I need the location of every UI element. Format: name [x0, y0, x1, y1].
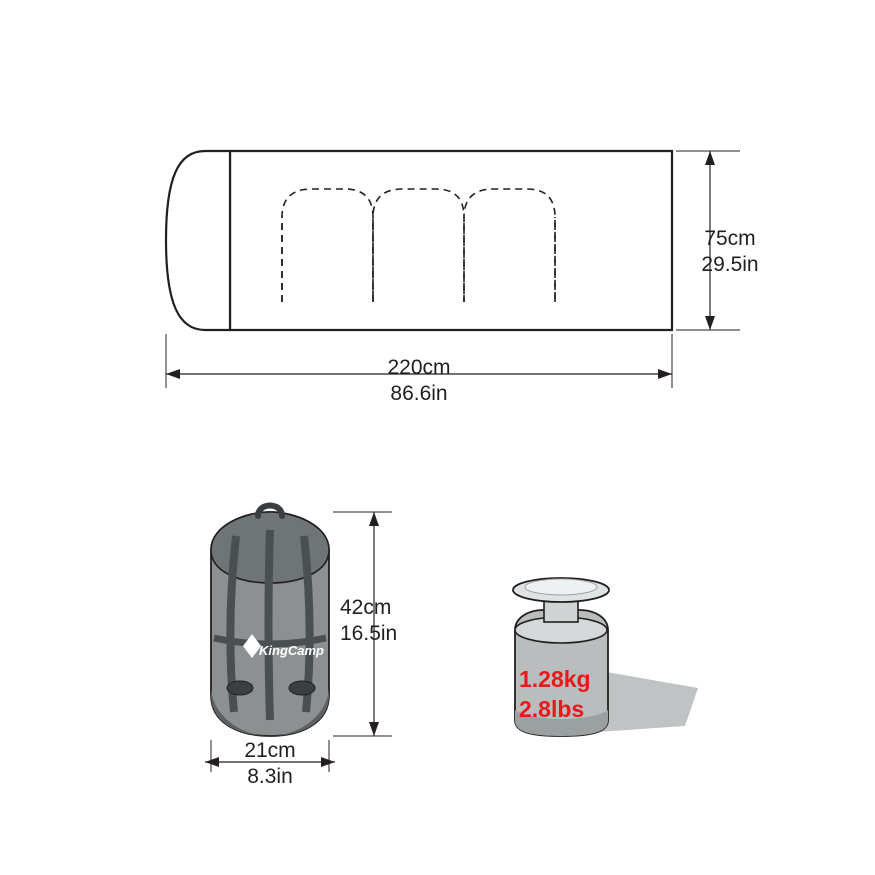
compression-strap-center	[269, 530, 271, 720]
weight-kg-value: 1.28kg	[519, 666, 591, 692]
sack-width-cm: 21cm	[244, 739, 296, 762]
bag-height-cm: 75cm	[704, 227, 756, 250]
sack-height-arrow-top	[369, 512, 379, 526]
height-arrow-top	[705, 151, 715, 165]
sack-width-in: 8.3in	[247, 765, 293, 788]
scale-top-plate-inner	[525, 579, 597, 595]
sleeping-bag-hood	[166, 151, 230, 330]
strap-buckle-right	[289, 681, 315, 695]
bag-width-in: 86.6in	[390, 382, 448, 405]
sack-height-arrow-bottom	[369, 722, 379, 736]
sack-width-label	[200, 738, 340, 790]
weight-scale-diagram	[440, 560, 770, 790]
width-arrow-right	[658, 369, 672, 379]
bag-height-label	[670, 226, 790, 278]
bag-height-in: 29.5in	[701, 253, 759, 276]
weight-lbs-value: 2.8lbs	[519, 696, 585, 722]
sleeping-bag-outline	[230, 151, 672, 330]
weight-lbs-label	[519, 696, 584, 723]
bag-width-cm: 220cm	[387, 356, 451, 379]
sack-height-in: 16.5in	[340, 622, 398, 645]
kingcamp-brand-label: KingCamp	[259, 643, 324, 658]
width-arrow-left	[166, 369, 180, 379]
sack-height-cm: 42cm	[340, 596, 392, 619]
strap-buckle-left	[227, 681, 253, 695]
bag-width-label	[349, 355, 489, 407]
weight-kg-label	[519, 666, 591, 693]
height-arrow-bottom	[705, 316, 715, 330]
